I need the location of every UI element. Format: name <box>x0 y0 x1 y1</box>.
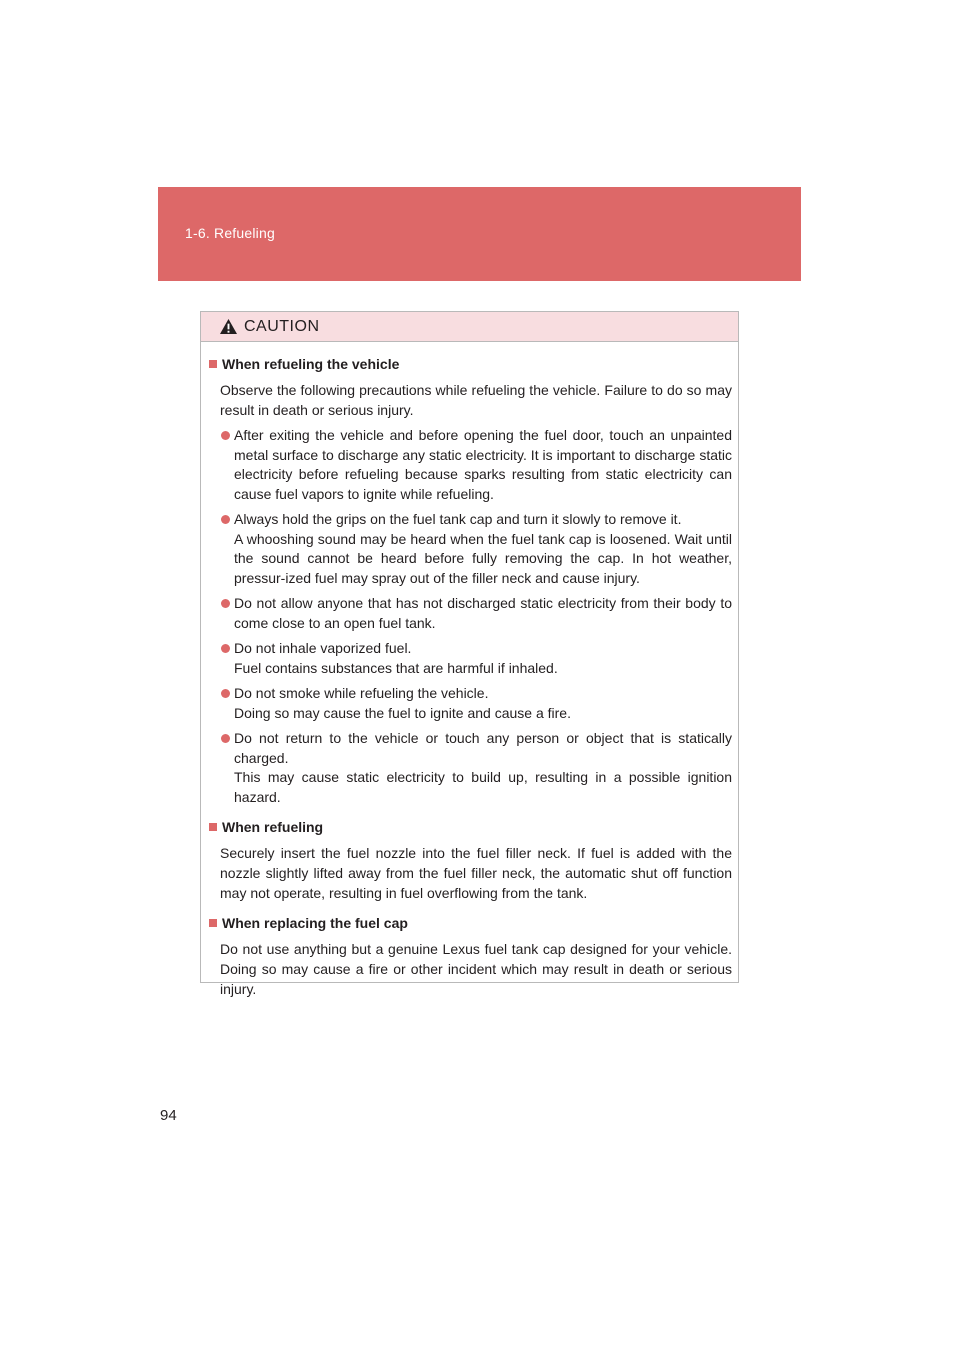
warning-triangle-icon <box>219 318 238 335</box>
bullet-text <box>234 594 732 633</box>
bullet-line: Do not smoke while refueling the vehicle. <box>234 685 489 701</box>
circle-bullet-icon <box>221 599 230 608</box>
bullet-line: A whooshing sound may be heard when the fuel tank cap is loosened. Wait until the sound cannot be heard before fully removing the cap. In hot weather, pressur-ized fuel may spray out of the filler neck and cause injury. <box>234 530 732 586</box>
section-label: 1-6. Refueling <box>185 225 275 241</box>
bullet-line: Do not inhale vaporized fuel. <box>234 640 412 656</box>
topic-heading <box>209 913 732 933</box>
topic-heading-text: When replacing the fuel cap <box>222 915 408 931</box>
bullet-text <box>234 639 732 678</box>
topic-refueling-vehicle <box>209 354 732 807</box>
circle-bullet-icon <box>221 644 230 653</box>
topic-when-refueling <box>209 817 732 903</box>
bullet-line: Do not allow anyone that has not discharged static electricity from their body to come close to an open fuel tank. <box>234 595 732 631</box>
list-item <box>209 684 732 723</box>
bullet-line: Do not return to the vehicle or touch any person or object that is statically charged. <box>234 730 732 766</box>
caution-body <box>201 342 738 999</box>
topic-heading <box>209 354 732 374</box>
list-item <box>209 510 732 588</box>
square-bullet-icon <box>209 823 217 831</box>
bullet-text <box>234 510 732 588</box>
topic-intro: Observe the following precautions while refueling the vehicle. Failure to do so may result in death or serious injury. <box>220 382 732 418</box>
bullet-line: Fuel contains substances that are harmful if inhaled. <box>234 659 558 676</box>
page-number: 94 <box>160 1107 177 1124</box>
circle-bullet-icon <box>221 431 230 440</box>
square-bullet-icon <box>209 360 217 368</box>
bullet-line: Always hold the grips on the fuel tank cap and turn it slowly to remove it. <box>234 511 682 527</box>
topic-intro: Do not use anything but a genuine Lexus fuel tank cap designed for your vehicle. Doing so may cause a fire or other incident which may result in death or serious injury. <box>220 941 732 997</box>
caution-header <box>201 312 738 342</box>
bullet-text <box>234 426 732 504</box>
bullet-text <box>234 729 732 807</box>
list-item <box>209 426 732 504</box>
list-item <box>209 729 732 807</box>
bullet-line: After exiting the vehicle and before opening the fuel door, touch an unpainted metal surface to discharge any static electricity. It is important to discharge static electricity before refueling because sparks resulting from static electricity can cause fuel vapors to ignite while refueling. <box>234 427 732 502</box>
topic-intro: Securely insert the fuel nozzle into the fuel filler neck. If fuel is added with the nozzle slightly lifted away from the fuel filler neck, the automatic shut off function may not operate, resulting in fuel overflowing from the tank. <box>220 845 732 901</box>
topic-replacing-fuel-cap <box>209 913 732 999</box>
caution-box <box>200 311 739 997</box>
list-item <box>209 594 732 633</box>
topic-heading-text: When refueling the vehicle <box>222 356 400 372</box>
bullet-text <box>234 684 732 723</box>
bullet-line: Doing so may cause the fuel to ignite and cause a fire. <box>234 704 571 721</box>
caution-title: CAUTION <box>244 317 320 335</box>
circle-bullet-icon <box>221 734 230 743</box>
list-item <box>209 639 732 678</box>
bullet-line: This may cause static electricity to build up, resulting in a possible ignition hazard. <box>234 769 732 805</box>
topic-heading-text: When refueling <box>222 819 324 835</box>
section-header-band <box>158 187 801 281</box>
topic-heading <box>209 817 732 837</box>
circle-bullet-icon <box>221 515 230 524</box>
square-bullet-icon <box>209 919 217 927</box>
circle-bullet-icon <box>221 689 230 698</box>
